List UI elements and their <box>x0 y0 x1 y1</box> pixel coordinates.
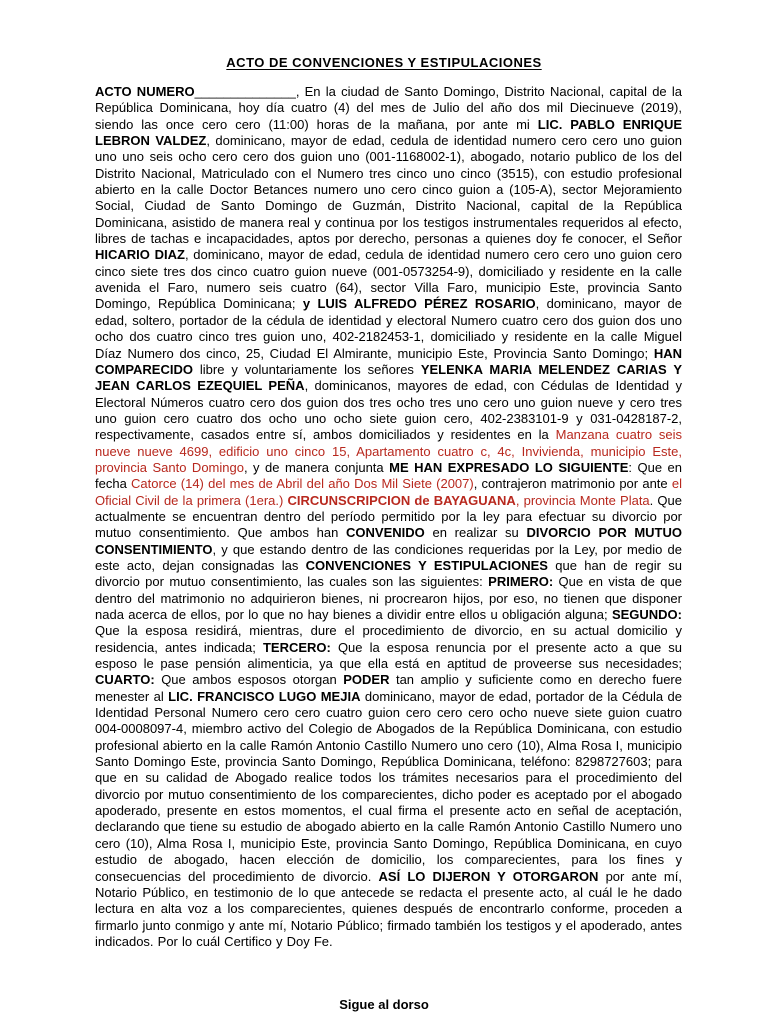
text-run: , dominicano, mayor de edad, cedula de identidad numero cero cero uno guion uno uno seis ocho cero cero dos guion uno (001-1168002-1), abogado, notario publico de los del Distrito Nacional, Matriculado con el Numero tres cinco uno cinco (3515), con estudio profesional abierto en la calle Doctor Betances numero uno cero cinco guion a (105-A), sector Mejoramiento Social, Ciudad de Santo Domingo de Guzmán, Distrito Nacional, capital de la República Dominicana, asistido de manera real y continua por los testigos instrumentales requeridos al efecto, libres de tachas e incapacidades, aptos por derecho, personas a quienes doy fe conocer, el Señor <box>95 133 682 247</box>
bold-text-run: PRIMERO: <box>488 574 554 590</box>
bold-text-run: ME HAN EXPRESADO LO SIGUIENTE <box>389 459 629 475</box>
highlighted-text-run: CIRCUNSCRIPCION de BAYAGUANA <box>287 492 516 508</box>
bold-text-run: LIC. FRANCISCO LUGO MEJIA <box>168 688 361 704</box>
bold-text-run: HICARIO DIAZ <box>95 247 185 263</box>
document-title: ACTO DE CONVENCIONES Y ESTIPULACIONES <box>226 55 542 70</box>
text-run: . Que actualmente se encuentran dentro del período permitido por la ley para efectuar su divorcio por mutuo consentimiento. Que ambos han <box>95 492 682 541</box>
text-run: , dominicano, mayor de edad, cedula de identidad numero cero cero uno guion cero cinco siete tres dos cinco cuatro guion nueve (001-0573254-9), domiciliado y residente en la calle avenida el Faro, numero seis cuatro (64), sector Villa Faro, municipio Este, provincia Santo Domingo, República Dominicana; <box>95 247 682 312</box>
text-run: , contrajeron matrimonio por ante <box>473 476 672 492</box>
bold-text-run: PODER <box>343 672 390 688</box>
document-body <box>95 84 682 950</box>
bold-text-run: YELENKA MARIA MELENDEZ CARIAS Y JEAN CARLOS EZEQUIEL PEÑA <box>95 361 682 394</box>
bold-text-run: DIVORCIO POR MUTUO CONSENTIMIENTO <box>95 525 682 557</box>
bold-text-run: HAN COMPARECIDO <box>95 345 682 377</box>
text-run: libre y voluntariamente los señores <box>192 361 421 377</box>
text-run: , y que estando dentro de las condiciones requeridas por la Ley, por medio de este acto, dejan consignadas las <box>95 541 682 573</box>
page-footer: Sigue al dorso <box>339 997 429 1012</box>
bold-text-run: LIC. PABLO ENRIQUE LEBRON VALDEZ <box>95 116 682 149</box>
highlighted-text-run: Catorce (14) del mes de Abril del año Dos Mil Siete (2007) <box>131 476 474 492</box>
bold-text-run: ASÍ LO DIJERON Y OTORGARON <box>378 868 599 884</box>
bold-text-run: CONVENCIONES Y ESTIPULACIONES <box>305 557 548 573</box>
text-run: tan amplio y suficiente como en derecho fuere menester al <box>95 672 682 704</box>
text-run: dominicano, mayor de edad, portador de la Cédula de Identidad Personal Numero cero cero cuatro guion cero cero cero ocho nueve siete guion cuatro 004-0008097-4, miembro activo del Colegio de Abogados de la República Dominicana, con estudio profesional abierto en la calle Ramón Antonio Castillo Numero uno cero (10), Alma Rosa I, municipio Santo Domingo Este, provincia Santo Domingo, República Dominicana, teléfono: 8298727603; para que en su calidad de Abogado realice todos los trámites necesarios para el procedimiento del divorcio por mutuo consentimiento de los comparecientes, dicho poder es aceptado por el abogado apoderado, presente en estos momentos, el cual firma el presente acto en señal de aceptación, declarando que tiene su estudio de abogado abierto en la calle Ramón Antonio Castillo Numero uno cero (10), Alma Rosa I, municipio Este, provincia Santo Domingo, República Dominicana, en cuyo estudio de abogado, hacen elección de domicilio, los comparecientes, para los fines y consecuencias del procedimiento de divorcio. <box>95 688 682 884</box>
highlighted-text-run: Manzana cuatro seis nueve nueve 4699, edificio uno cinco 15, Apartamento cuatro c, 4c, Invivienda, municipio Este, provincia Santo Domingo <box>95 427 683 475</box>
text-run: en realizar su <box>424 525 527 541</box>
text-run: Que la esposa residirá, mientras, dure el procedimiento de divorcio, en su actual domicilio y residencia, antes indicada; <box>95 623 682 655</box>
highlighted-text-run: , <box>515 492 524 508</box>
text-run: , dominicano, mayor de edad, soltero, portador de la cédula de identidad y electoral Numero cuatro cero dos guion dos uno ocho dos cuatro cinco tres guion uno, 402-2182453-1, domiciliado y residente en la calle Miguel Díaz Numero dos cinco, 25, Ciudad El Almirante, municipio Este, Provincia Santo Domingo; <box>95 296 683 361</box>
text-run: por ante mí, Notario Público, en testimonio de lo que antecede se redacta el presente acto, al cuál le he dado lectura en alta voz a los comparecientes, quienes después de encontrarlo conforme, proceden a firmarlo junto conmigo y ante mí, Notario Público; firmado también los testigos y el apoderado, antes indicados. Por lo cuál Certifico y Doy Fe. <box>95 868 682 949</box>
text-run: Que en vista de que dentro del matrimonio no adquirieron bienes, ni procrearon hijos, por eso, no tienen que disponer nada acerca de ellos, por lo que no hay bienes a dividir entre ellos u obligación alguna; <box>95 574 682 622</box>
bold-text-run: CUARTO: <box>95 672 155 688</box>
bold-text-run: ACTO NUMERO <box>95 84 195 99</box>
bold-text-run: y LUIS ALFREDO PÉREZ ROSARIO <box>302 296 536 312</box>
text-run: Que la esposa renuncia por el presente acto a que su esposo le pase pensión alimenticia, ya que ella está en aptitud de proveerse sus necesidades; <box>95 639 682 672</box>
text-run: ______________, En la ciudad de Santo Domingo, Distrito Nacional, capital de la República Dominicana, hoy día cuatro (4) del mes de Julio del año dos mil Diecinueve (2019), siendo las once cero cero (11:00) horas de la mañana, por ante mi <box>95 84 682 132</box>
bold-text-run: CONVENIDO <box>346 525 425 541</box>
text-run: : Que en fecha <box>95 459 683 492</box>
highlighted-text-run: provincia Monte Plata <box>523 492 650 508</box>
text-run: que han de regir su divorcio por mutuo consentimiento, las cuales son las siguientes: <box>95 557 682 590</box>
text-run: , dominicanos, mayores de edad, con Cédulas de Identidad y Electoral Números cuatro cero dos guion dos tres ocho tres uno cero uno guion nueve y cero tres uno guion cero cuatro dos ocho uno ocho siete guion cero, 402-2383101-9 y 031-0428187-2, respectivamente, casados entre sí, ambos domiciliados y residentes en la <box>95 378 682 443</box>
bold-text-run: TERCERO: <box>262 639 331 655</box>
highlighted-text-run: el Oficial Civil de la primera (1era.) <box>95 476 682 508</box>
text-run: , y de manera conjunta <box>243 459 390 475</box>
bold-text-run: SEGUNDO: <box>611 607 682 622</box>
text-run: Que ambos esposos otorgan <box>154 672 344 688</box>
